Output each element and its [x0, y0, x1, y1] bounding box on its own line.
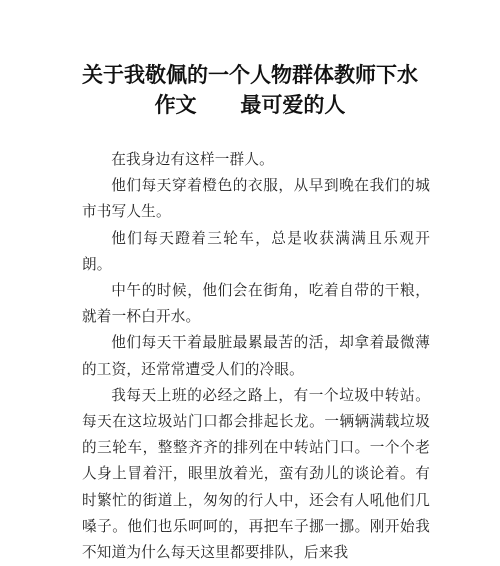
- paragraph-4: 中午的时候，他们会在街角，吃着自带的干粮，就着一杯白开水。: [82, 282, 430, 326]
- paragraph-6: 我每天上班的必经之路上，有一个垃圾中转站。每天在这垃圾站门口都会排起长龙。一辆辆满载垃圾的三轮车，整整齐齐的排列在中转站门口。一个个老人身上冒着汗，眼里放着光，蛮有劲儿的谈论着。有时繁忙的街道上，匆匆的行人中，还会有人吼他们几嗓子。他们也乐呵呵的，再把车子挪一挪。刚开始我不知道为什么每天这里都要排队，后来我: [82, 386, 430, 562]
- paragraph-1: 在我身边有这样一群人。: [111, 151, 274, 168]
- paragraph-3: 他们每天蹬着三轮车，总是收获满满且乐观开朗。: [82, 229, 430, 273]
- document-body: [82, 147, 430, 566]
- paragraph-5: 他们每天干着最脏最累最苦的活，却拿着最微薄的工资，还常常遭受人们的冷眼。: [82, 334, 430, 378]
- document-title: [0, 60, 500, 120]
- title-line-1: 关于我敬佩的一个人物群体教师下水: [82, 63, 418, 87]
- title-line-2: 作文 最可爱的人: [154, 93, 346, 117]
- paragraph-2: 他们每天穿着橙色的衣服，从早到晚在我们的城市书写人生。: [82, 177, 430, 221]
